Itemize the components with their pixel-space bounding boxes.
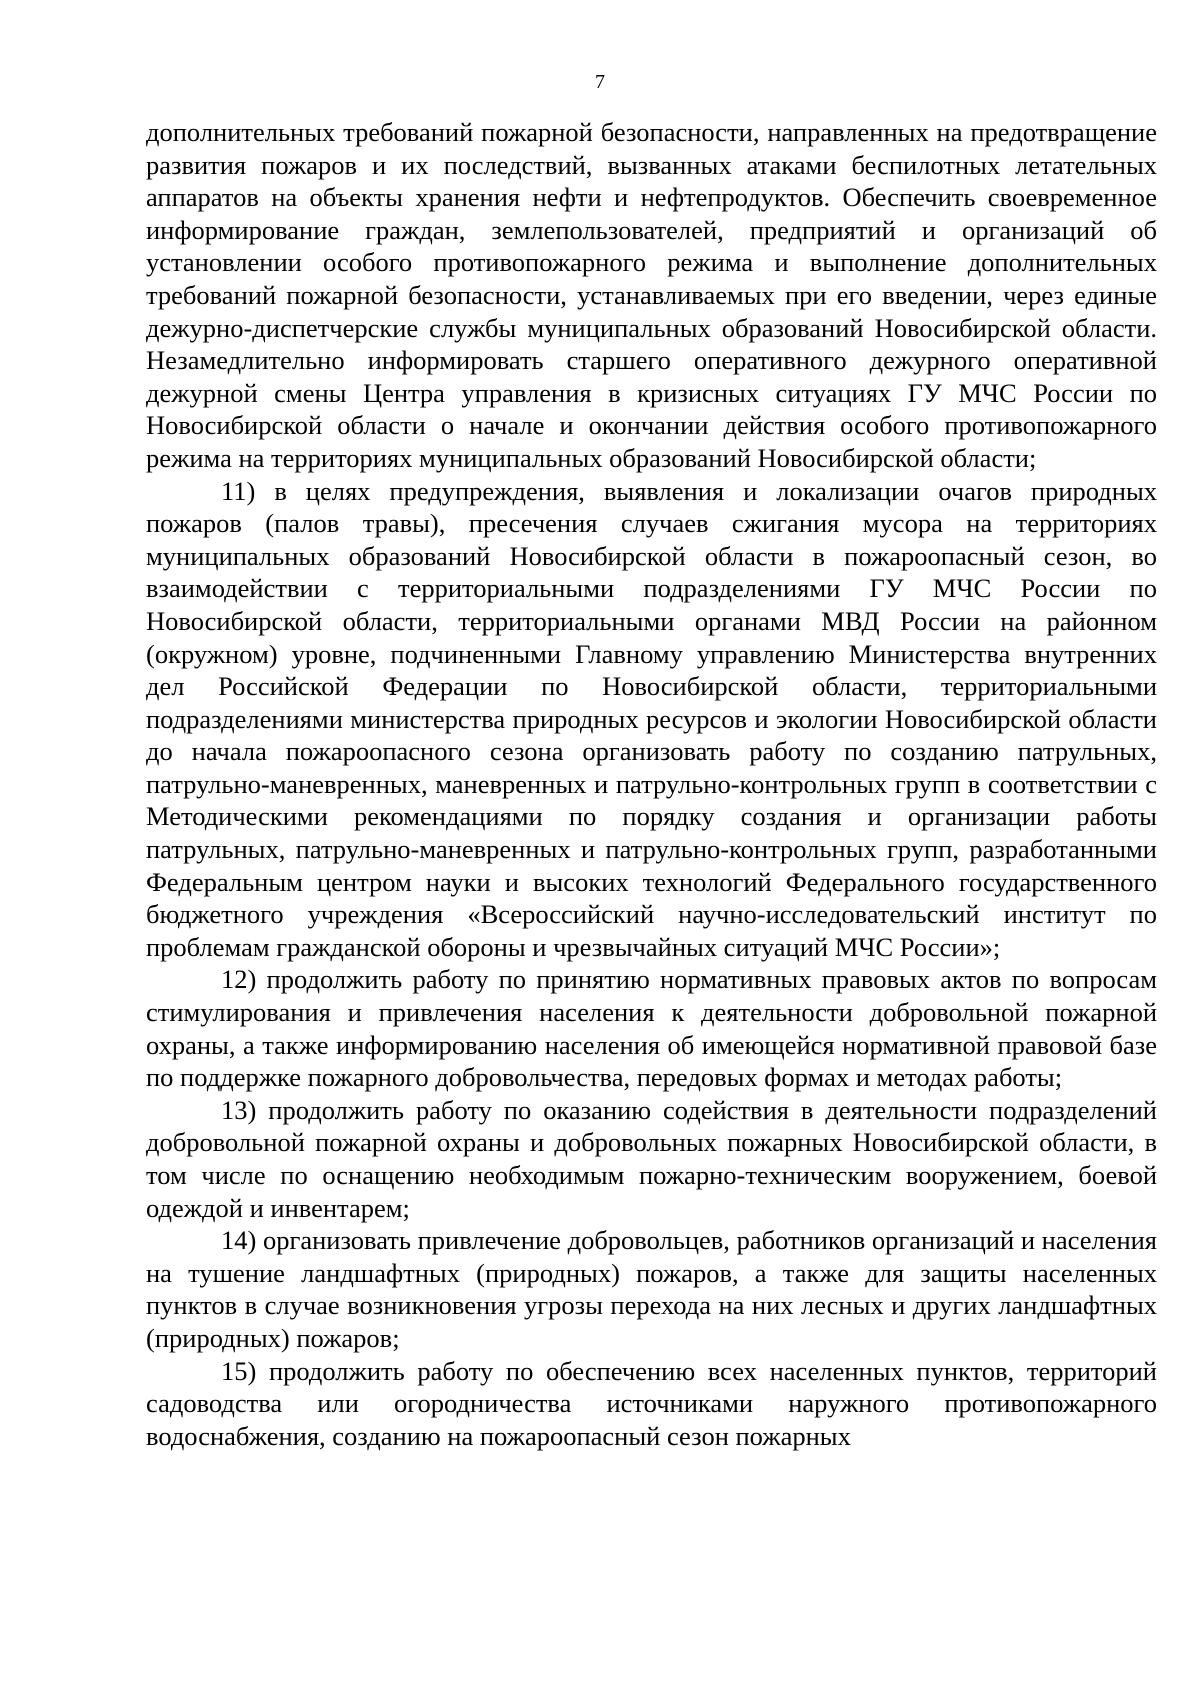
document-body	[146, 116, 1157, 1452]
page-number: 7	[595, 71, 605, 93]
paragraph-item-11: 11) в целях предупреждения, выявления и локализации очагов природных пожаров (палов травы), пресечения случаев сжигания мусора на территориях муниципальных образований Новосибирской области в пожароопасный сезон, во взаимодействии с территориальными подразделениями ГУ МЧС России по Новосибирской области, территориальными органами МВД России на районном (окружном) уровне, подчиненными Главному управлению Министерства внутренних дел Российской Федерации по Новосибирской области, территориальными подразделениями министерства природных ресурсов и экологии Новосибирской области до начала пожароопасного сезона организовать работу по созданию патрульных, патрульно-маневренных, маневренных и патрульно-контрольных групп в соответствии с Методическими рекомендациями по порядку создания и организации работы патрульных, патрульно-маневренных и патрульно-контрольных групп, разработанными Федеральным центром науки и высоких технологий Федерального государственного бюджетного учреждения «Всероссийский научно-исследовательский институт по проблемам гражданской обороны и чрезвычайных ситуаций МЧС России»;	[146, 475, 1157, 962]
paragraph-item-12: 12) продолжить работу по принятию нормативных правовых актов по вопросам стимулирования и привлечения населения к деятельности добровольной пожарной охраны, а также информированию населения об имеющейся нормативной правовой базе по поддержке пожарного добровольчества, передовых формах и методах работы;	[146, 964, 1157, 1093]
paragraph-item-13: 13) продолжить работу по оказанию содействия в деятельности подразделений добровольной пожарной охраны и добровольных пожарных Новосибирской области, в том числе по оснащению необходимым пожарно-техническим вооружением, боевой одеждой и инвентарем;	[146, 1094, 1157, 1223]
paragraph-continuation: дополнительных требований пожарной безопасности, направленных на предотвращение развития пожаров и их последствий, вызванных атаками беспилотных летательных аппаратов на объекты хранения нефти и нефтепродуктов. Обеспечить своевременное информирование граждан, землепользователей, предприятий и организаций об установлении особого противопожарного режима и выполнение дополнительных требований пожарной безопасности, устанавливаемых при его введении, через единые дежурно-диспетчерские службы муниципальных образований Новосибирской области. Незамедлительно информировать старшего оперативного дежурного оперативной дежурной смены Центра управления в кризисных ситуациях ГУ МЧС России по Новосибирской области о начале и окончании действия особого противопожарного режима на территориях муниципальных образований Новосибирской области;	[146, 117, 1157, 473]
paragraph-item-15: 15) продолжить работу по обеспечению всех населенных пунктов, территорий садоводства или огородничества источниками наружного противопожарного водоснабжения, созданию на пожароопасный сезон пожарных	[146, 1355, 1157, 1451]
paragraph-item-14: 14) организовать привлечение добровольцев, работников организаций и населения на тушение ландшафтных (природных) пожаров, а также для защиты населенных пунктов в случае возникновения угрозы перехода на них лесных и других ландшафтных (природных) пожаров;	[146, 1225, 1157, 1353]
